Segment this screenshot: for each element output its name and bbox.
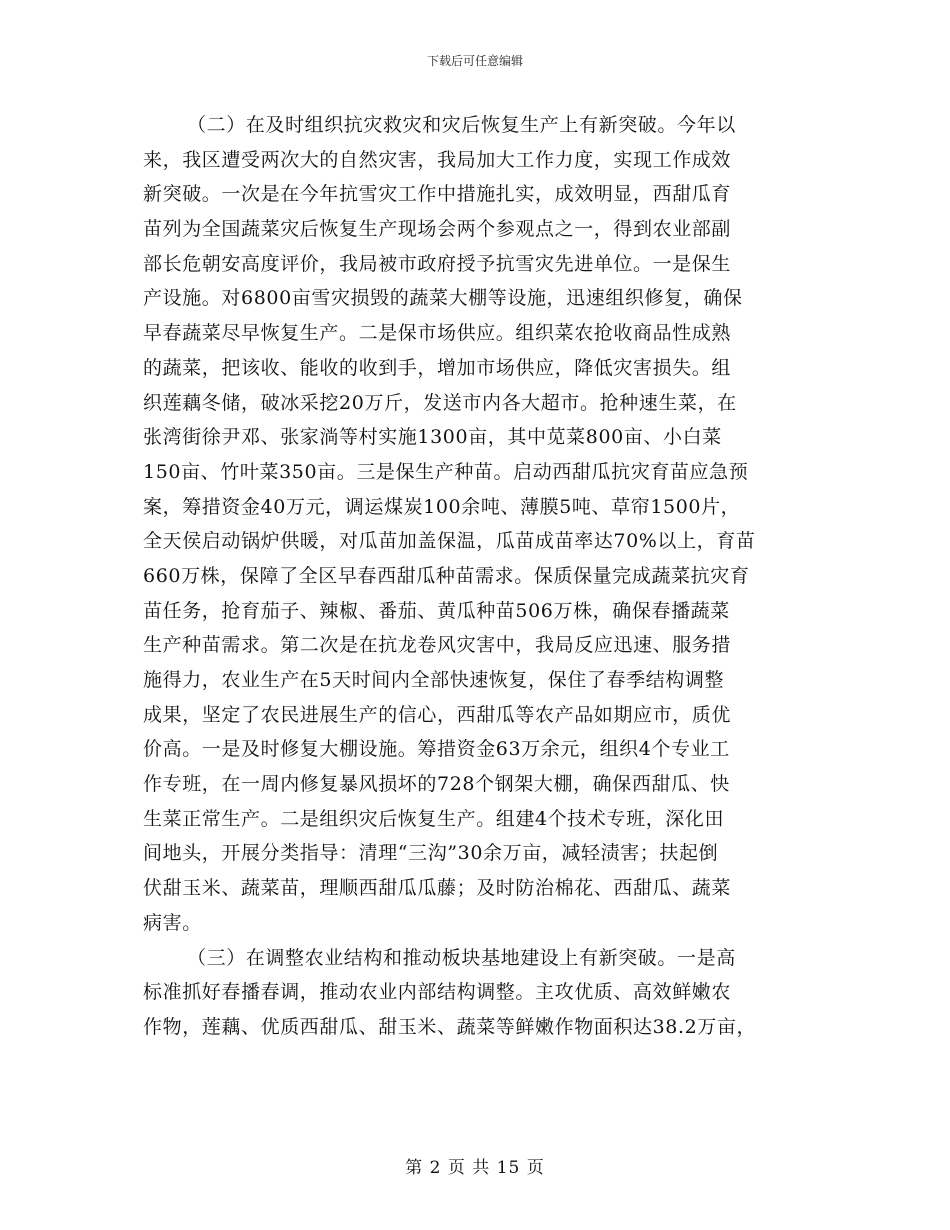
paragraph-3 [143, 941, 817, 1045]
text-line: 150亩、竹叶菜350亩。三是保生产种苗。启动西甜瓜抗灾育苗应急预 [143, 460, 749, 483]
text-line: 施得力，农业生产在5天时间内全部快速恢复，保住了春季结构调整 [143, 669, 725, 691]
text-line: （二）在及时组织抗灾救灾和灾后恢复生产上有新突破。今年以 [187, 114, 736, 136]
text-line: 660万株，保障了全区早春西甜瓜种苗需求。保质保量完成蔬菜抗灾育 [143, 564, 750, 587]
text-line: 价高。一是及时修复大棚设施。筹措资金63万余元，组织4个专业工 [143, 738, 730, 761]
page-header: 下载后可任意编辑 [426, 54, 523, 68]
page-number-footer: 第 2 页 共 15 页 [405, 1158, 545, 1178]
text-line: 的蔬菜，把该收、能收的收到手，增加市场供应，降低灾害损失。组 [143, 356, 732, 379]
text-line: 早春蔬菜尽早恢复生产。二是保市场供应。组织菜农抢收商品性成熟 [143, 322, 732, 345]
text-line: 张湾街徐尹邓、张家淌等村实施1300亩，其中苋菜800亩、小白菜 [143, 426, 722, 449]
text-line: 作物，莲藕、优质西甜瓜、甜玉米、蔬菜等鲜嫩作物面积达38.2万亩， [143, 1015, 757, 1038]
text-line: 苗任务，抢育茄子、辣椒、番茄、黄瓜种苗506万株，确保春播蔬菜 [143, 599, 730, 622]
text-line: 伏甜玉米、蔬菜苗，理顺西甜瓜瓜藤；及时防治棉花、西甜瓜、蔬菜 [143, 877, 732, 900]
text-line: 部长危朝安高度评价，我局被市政府授予抗雪灾先进单位。一是保生 [143, 252, 732, 275]
text-line: 新突破。一次是在今年抗雪灾工作中措施扎实，成效明显，西甜瓜育 [143, 183, 732, 206]
text-line: 间地头，开展分类指导：清理“三沟”30余万亩，减轻渍害；扶起倒 [143, 842, 719, 865]
text-line: 作专班，在一周内修复暴风损坏的728个钢架大棚，确保西甜瓜、快 [143, 773, 730, 796]
document-body [143, 108, 817, 1045]
text-line: 案，筹措资金40万元，调运煤炭100余吨、薄膜5吨、草帘1500片， [143, 495, 741, 518]
text-line: 生产种苗需求。第二次是在抗龙卷风灾害中，我局反应迅速、服务措 [143, 634, 732, 657]
text-line: 苗列为全国蔬菜灾后恢复生产现场会两个参观点之一，得到农业部副 [143, 218, 732, 241]
text-line: 标准抓好春播春调，推动农业内部结构调整。主攻优质、高效鲜嫩农 [143, 981, 732, 1004]
text-line: （三）在调整农业结构和推动板块基地建设上有新突破。一是高 [187, 946, 736, 969]
text-line: 病害。 [143, 911, 202, 934]
paragraph-2 [143, 108, 817, 941]
text-line: 全天侯启动锅炉供暖，对瓜苗加盖保温，瓜苗成苗率达70%以上，育苗 [143, 530, 756, 553]
text-line: 来，我区遭受两次大的自然灾害，我局加大工作力度，实现工作成效 [143, 148, 732, 171]
text-line: 织莲藕冬储，破冰采挖20万斤，发送市内各大超市。抢种速生菜，在 [143, 391, 737, 414]
text-line: 生菜正常生产。二是组织灾后恢复生产。组建4个技术专班，深化田 [143, 807, 725, 830]
text-line: 产设施。对6800亩雪灾损毁的蔬菜大棚等设施，迅速组织修复，确保 [143, 287, 743, 310]
text-line: 成果，坚定了农民进展生产的信心，西甜瓜等农产品如期应市，质优 [143, 703, 732, 726]
